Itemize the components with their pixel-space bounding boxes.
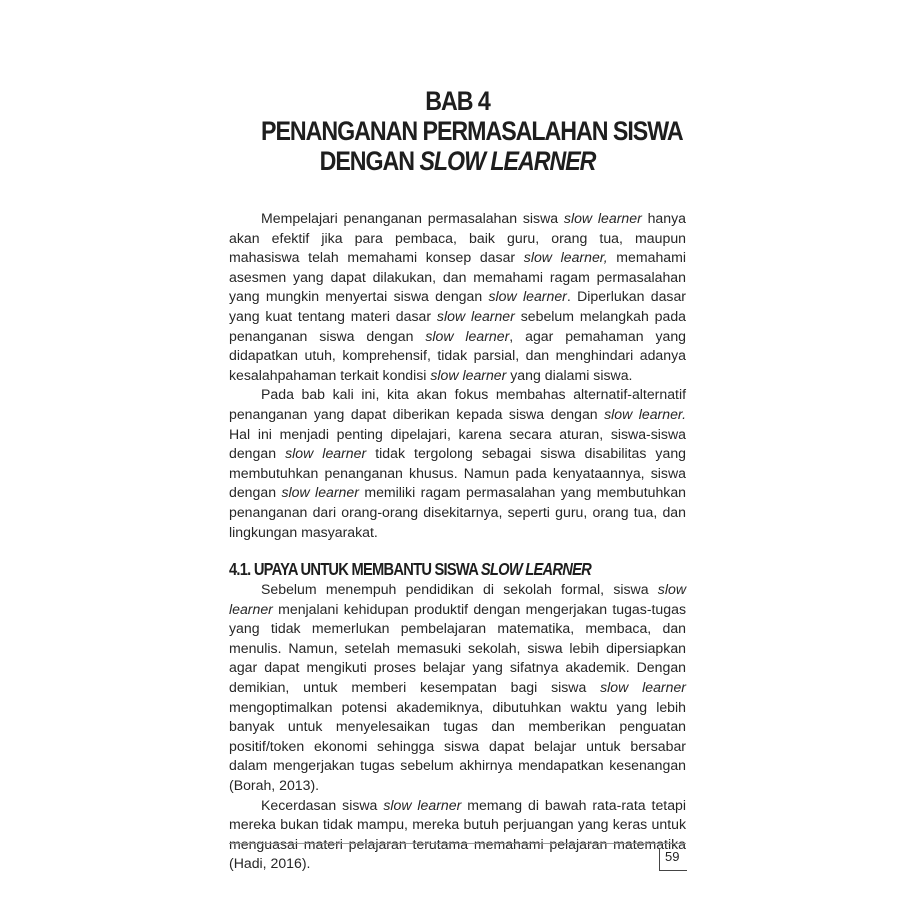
- footer-divider: [229, 843, 686, 844]
- section-text: [229, 580, 686, 874]
- text-run: menjalani kehidupan produktif dengan mengerjakan tugas-tugas yang tidak memerlukan pembelajaran matematika, membaca, dan menulis. Namun, setelah memasuki sekolah, siswa lebih dipersiapkan agar dapat mengikuti proses belajar yang sifatnya akademik. Dengan demikian, untuk memberi kesempatan bagi siswa: [229, 600, 686, 696]
- text-run: yang dialami siswa.: [506, 366, 633, 383]
- intro-text: [229, 209, 686, 542]
- text-run: mengoptimalkan potensi akademiknya, dibutuhkan waktu yang lebih banyak untuk menyelesaikan tugas dan memberikan penguatan positif/token ekonomi sehingga siswa dapat belajar untuk bersabar dalam mengerjakan tugas sebelum akhirnya mendapatkan kesenangan (Borah, 2013).: [229, 698, 686, 794]
- text-run: , agar pemahaman yang didapatkan utuh, komprehensif, tidak parsial, dan menghindari adanya kesalahpahaman terkait kondisi: [229, 327, 687, 383]
- italic-term: slow learner: [436, 307, 515, 324]
- paragraph: [229, 580, 686, 796]
- italic-term: slow learner,: [523, 249, 608, 266]
- italic-term: slow learner: [600, 679, 686, 696]
- paragraph: [229, 796, 686, 874]
- section-heading: [229, 558, 613, 580]
- chapter-title-italic: SLOW LEARNER: [419, 146, 596, 176]
- text-run: hanya akan efektif jika para pembaca, baik guru, orang tua, maupun mahasiswa telah memahami konsep dasar: [229, 210, 686, 266]
- chapter-title-plain: DENGAN: [319, 146, 420, 176]
- italic-term: slow learner: [430, 366, 507, 383]
- page-number: 59: [665, 849, 680, 864]
- text-run: Pada bab kali ini, kita akan fokus membahas alternatif-alternatif penanganan yang dapat diberikan kepada siswa dengan: [229, 386, 686, 422]
- text-run: sebelum melangkah pada penanganan siswa dengan: [229, 307, 687, 344]
- chapter-label: BAB 4: [425, 86, 490, 116]
- italic-term: slow learner: [425, 327, 510, 344]
- paragraph: [229, 209, 686, 385]
- page-number-box: [659, 848, 687, 871]
- italic-term: slow learner: [383, 796, 462, 813]
- section-heading-plain: 4.1. UPAYA UNTUK MEMBANTU SISWA: [229, 559, 481, 580]
- chapter-title: [260, 86, 683, 176]
- text-run: Mempelajari penanganan permasalahan siswa: [261, 210, 564, 226]
- chapter-title-line-1: PENANGANAN PERMASALAHAN SISWA: [260, 116, 683, 146]
- italic-term: slow learner.: [604, 405, 687, 422]
- italic-term: slow learner: [563, 210, 642, 226]
- text-run: Kecerdasan siswa: [261, 796, 384, 813]
- italic-term: slow learner: [229, 581, 686, 617]
- paragraph: [229, 385, 686, 542]
- text-run: memiliki ragam permasalahan yang membutuhkan penanganan dari orang-orang disekitarnya, seperti guru, orang tua, dan lingkungan masyarakat.: [229, 484, 687, 540]
- italic-term: slow learner: [285, 445, 367, 462]
- text-run: memang di bawah rata-rata tetapi mereka bukan tidak mampu, mereka butuh perjuangan yang keras untuk menguasai materi pelajaran terutama memahami pelajaran matematika (Hadi, 2016).: [229, 796, 687, 872]
- italic-term: slow learner: [281, 484, 359, 501]
- italic-term: slow learner: [488, 288, 567, 305]
- text-run: . Diperlukan dasar yang kuat tentang materi dasar: [229, 288, 686, 324]
- chapter-title-line-2: [261, 146, 654, 176]
- text-run: Hal ini menjadi penting dipelajari, karena secara aturan, siswa-siswa dengan: [229, 425, 686, 462]
- text-run: memahami asesmen yang dapat dilakukan, dan memahami ragam permasalahan yang mungkin menyertai siswa dengan: [229, 249, 687, 305]
- text-run: tidak tergolong sebagai siswa disabilitas yang membutuhkan penanganan khusus. Namun pada kenyataannya, siswa dengan: [229, 445, 686, 501]
- text-run: Sebelum menempuh pendidikan di sekolah formal, siswa: [261, 581, 658, 598]
- book-page: [229, 86, 686, 874]
- section-heading-italic: SLOW LEARNER: [480, 559, 592, 580]
